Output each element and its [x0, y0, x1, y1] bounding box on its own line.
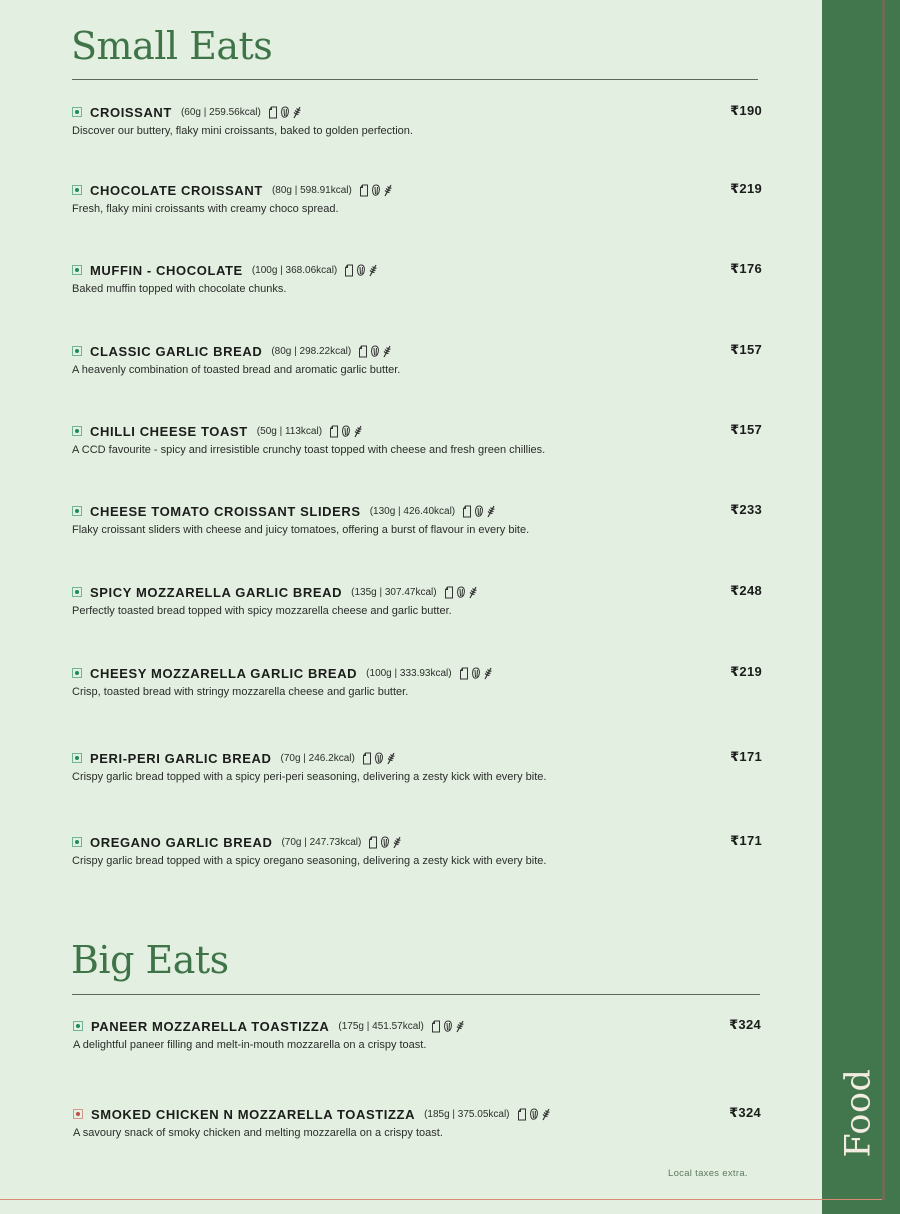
- allergen-icons: [358, 345, 392, 358]
- bottom-border: [0, 1199, 882, 1200]
- allergen-icons: [329, 425, 363, 438]
- item-name: SMOKED CHICKEN N MOZZARELLA TOASTIZZA: [91, 1106, 416, 1122]
- nut-icon: [341, 425, 351, 438]
- wheat-icon: [483, 667, 493, 680]
- section-divider: [72, 994, 760, 995]
- veg-icon: [72, 587, 82, 597]
- item-meta: (70g | 246.2kcal): [280, 752, 355, 764]
- item-name: CHILLI CHEESE TOAST: [90, 423, 248, 439]
- item-meta: (60g | 259.56kcal): [180, 106, 261, 118]
- allergen-icons: [431, 1020, 465, 1033]
- milk-carton-icon: [329, 425, 339, 438]
- item-meta: (100g | 368.06kcal): [251, 264, 338, 276]
- item-meta: (130g | 426.40kcal): [369, 505, 456, 517]
- milk-carton-icon: [462, 505, 472, 518]
- item-description: Baked muffin topped with chocolate chunks.: [72, 283, 287, 295]
- item-meta: (175g | 451.57kcal): [338, 1020, 424, 1032]
- item-price: ₹324: [729, 1105, 761, 1120]
- item-price: ₹171: [730, 749, 762, 764]
- nut-icon: [371, 184, 381, 197]
- item-name: CHEESE TOMATO CROISSANT SLIDERS: [90, 503, 361, 519]
- item-meta: (100g | 333.93kcal): [366, 667, 452, 679]
- menu-item: [72, 502, 762, 536]
- veg-icon: [73, 1021, 83, 1031]
- wheat-icon: [541, 1108, 551, 1121]
- veg-icon: [72, 506, 82, 516]
- wheat-icon: [392, 836, 402, 849]
- category-sidebar: [822, 0, 900, 1214]
- non-veg-icon: [73, 1109, 83, 1119]
- item-price: ₹233: [730, 502, 762, 517]
- menu-item: [72, 261, 762, 295]
- section-divider: [72, 79, 758, 80]
- wheat-icon: [486, 505, 496, 518]
- nut-icon: [471, 667, 481, 680]
- nut-icon: [280, 106, 290, 119]
- nut-icon: [456, 586, 466, 599]
- milk-carton-icon: [358, 345, 368, 358]
- item-description: Crisp, toasted bread with stringy mozzarella cheese and garlic butter.: [72, 686, 409, 698]
- item-name: MUFFIN - CHOCOLATE: [90, 262, 243, 278]
- veg-icon: [72, 107, 82, 117]
- item-name: CLASSIC GARLIC BREAD: [90, 343, 263, 359]
- milk-carton-icon: [517, 1108, 527, 1121]
- nut-icon: [474, 505, 484, 518]
- category-label-text: Food: [838, 1068, 879, 1158]
- menu-item: [73, 1105, 761, 1139]
- item-price: ₹176: [730, 261, 762, 276]
- nut-icon: [374, 752, 384, 765]
- category-label: [828, 1068, 888, 1158]
- item-description: A delightful paneer filling and melt-in-mouth mozzarella on a crispy toast.: [73, 1039, 427, 1051]
- wheat-icon: [382, 345, 392, 358]
- wheat-icon: [353, 425, 363, 438]
- veg-icon: [72, 426, 82, 436]
- milk-carton-icon: [268, 106, 278, 119]
- menu-item: [72, 664, 762, 698]
- item-name: OREGANO GARLIC BREAD: [90, 834, 273, 850]
- item-price: ₹324: [729, 1017, 761, 1032]
- wheat-icon: [386, 752, 396, 765]
- milk-carton-icon: [362, 752, 372, 765]
- menu-item: [72, 342, 762, 376]
- section-title-small-eats: Small Eats: [71, 24, 273, 68]
- item-meta: (80g | 298.22kcal): [271, 345, 352, 357]
- milk-carton-icon: [368, 836, 378, 849]
- allergen-icons: [444, 586, 478, 599]
- item-description: Fresh, flaky mini croissants with creamy choco spread.: [72, 203, 339, 215]
- milk-carton-icon: [359, 184, 369, 197]
- wheat-icon: [368, 264, 378, 277]
- nut-icon: [443, 1020, 453, 1033]
- veg-icon: [72, 265, 82, 275]
- milk-carton-icon: [344, 264, 354, 277]
- menu-item: [72, 103, 762, 137]
- nut-icon: [529, 1108, 539, 1121]
- wheat-icon: [383, 184, 393, 197]
- item-name: CROISSANT: [90, 104, 172, 120]
- allergen-icons: [359, 184, 393, 197]
- item-price: ₹219: [730, 664, 762, 679]
- item-price: ₹248: [730, 583, 762, 598]
- taxes-note: Local taxes extra.: [668, 1168, 748, 1179]
- menu-item: [73, 1017, 761, 1051]
- nut-icon: [356, 264, 366, 277]
- allergen-icons: [268, 106, 302, 119]
- item-name: PANEER MOZZARELLA TOASTIZZA: [91, 1018, 330, 1034]
- item-name: CHEESY MOZZARELLA GARLIC BREAD: [90, 665, 358, 681]
- allergen-icons: [459, 667, 493, 680]
- veg-icon: [72, 668, 82, 678]
- item-description: Perfectly toasted bread topped with spicy mozzarella cheese and garlic butter.: [72, 605, 452, 617]
- sidebar-rule: [882, 0, 885, 1200]
- item-name: PERI-PERI GARLIC BREAD: [90, 750, 272, 766]
- veg-icon: [72, 185, 82, 195]
- wheat-icon: [455, 1020, 465, 1033]
- nut-icon: [380, 836, 390, 849]
- allergen-icons: [517, 1108, 551, 1121]
- allergen-icons: [362, 752, 396, 765]
- item-price: ₹219: [730, 181, 762, 196]
- allergen-icons: [344, 264, 378, 277]
- menu-item: [72, 422, 762, 456]
- wheat-icon: [292, 106, 302, 119]
- veg-icon: [72, 753, 82, 763]
- wheat-icon: [468, 586, 478, 599]
- item-price: ₹157: [730, 342, 762, 357]
- milk-carton-icon: [444, 586, 454, 599]
- veg-icon: [72, 346, 82, 356]
- nut-icon: [370, 345, 380, 358]
- item-price: ₹190: [730, 103, 762, 118]
- item-description: A heavenly combination of toasted bread and aromatic garlic butter.: [72, 364, 401, 376]
- menu-item: [72, 749, 762, 783]
- item-name: SPICY MOZZARELLA GARLIC BREAD: [90, 584, 343, 600]
- allergen-icons: [462, 505, 496, 518]
- milk-carton-icon: [431, 1020, 441, 1033]
- item-name: CHOCOLATE CROISSANT: [90, 182, 263, 198]
- menu-item: [72, 181, 762, 215]
- section-title-big-eats: Big Eats: [71, 938, 229, 982]
- item-price: ₹171: [730, 833, 762, 848]
- menu-item: [72, 583, 762, 617]
- item-meta: (135g | 307.47kcal): [351, 586, 437, 598]
- item-meta: (50g | 113kcal): [256, 425, 323, 437]
- item-description: Flaky croissant sliders with cheese and juicy tomatoes, offering a burst of flavour in every bite.: [72, 524, 530, 536]
- item-description: A CCD favourite - spicy and irresistible crunchy toast topped with cheese and fresh green chillies.: [72, 444, 546, 456]
- item-description: A savoury snack of smoky chicken and melting mozzarella on a crispy toast.: [73, 1127, 443, 1139]
- milk-carton-icon: [459, 667, 469, 680]
- item-meta: (70g | 247.73kcal): [281, 836, 362, 848]
- veg-icon: [72, 837, 82, 847]
- item-description: Crispy garlic bread topped with a spicy oregano seasoning, delivering a zesty kick with every bite.: [72, 855, 547, 867]
- item-meta: (185g | 375.05kcal): [424, 1108, 510, 1120]
- item-description: Discover our buttery, flaky mini croissants, baked to golden perfection.: [72, 125, 413, 137]
- menu-item: [72, 833, 762, 867]
- item-price: ₹157: [730, 422, 762, 437]
- allergen-icons: [368, 836, 402, 849]
- item-description: Crispy garlic bread topped with a spicy peri-peri seasoning, delivering a zesty kick with every bite.: [72, 771, 547, 783]
- item-meta: (80g | 598.91kcal): [271, 184, 352, 196]
